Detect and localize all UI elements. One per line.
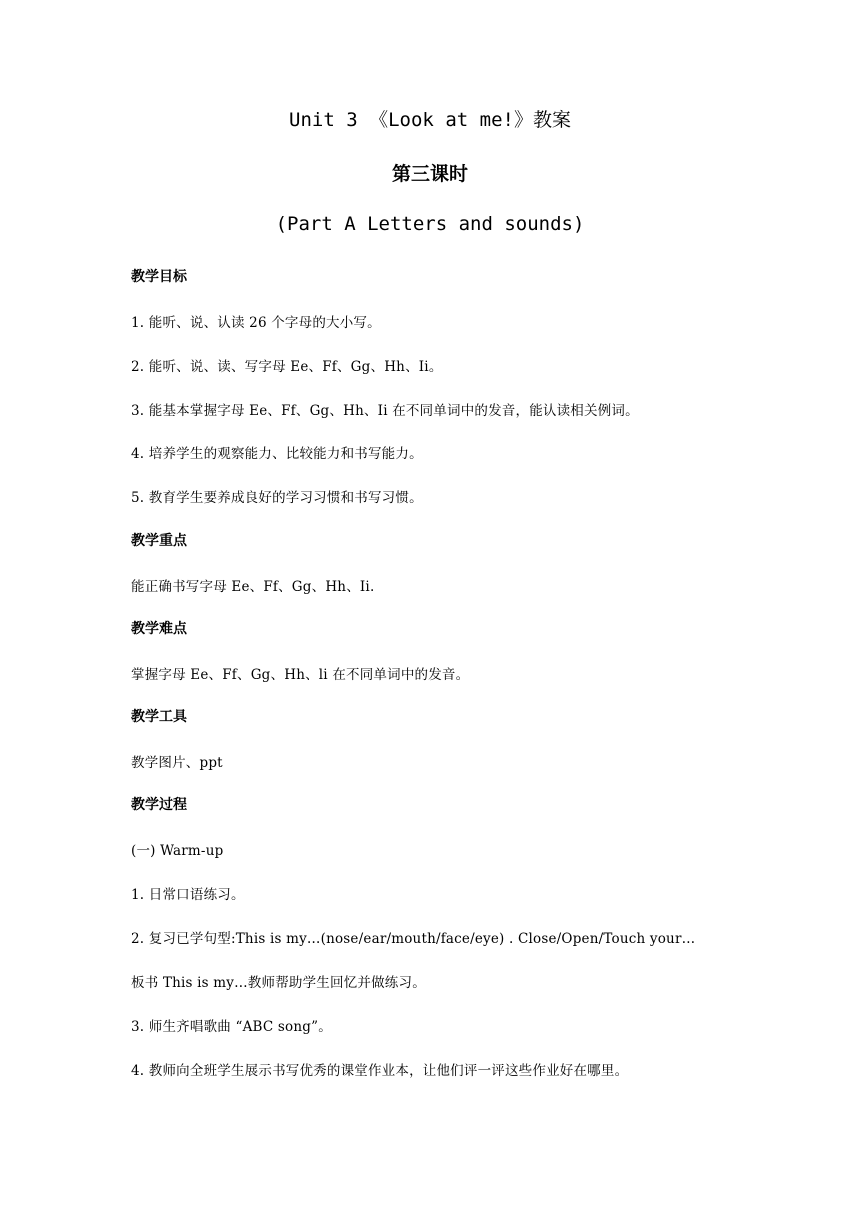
process-heading: 教学过程	[131, 797, 187, 813]
lesson-part: (Part A Letters and sounds)	[275, 213, 585, 235]
difficulties-heading: 教学难点	[131, 621, 187, 637]
document-title: Unit 3 《Look at me!》教案	[289, 109, 571, 131]
tools-heading: 教学工具	[131, 709, 187, 725]
objectives-heading: 教学目标	[131, 269, 187, 285]
objective-item-1: 1. 能听、说、认读 26 个字母的大小写。	[131, 315, 381, 331]
process-item-3: 3. 师生齐唱歌曲 “ABC song”。	[131, 1019, 332, 1035]
process-item-4: 4. 教师向全班学生展示书写优秀的课堂作业本，让他们评一评这些作业好在哪里。	[131, 1063, 629, 1079]
process-item-1: 1. 日常口语练习。	[131, 887, 245, 903]
objective-item-5: 5. 教育学生要养成良好的学习习惯和书写习惯。	[131, 490, 423, 506]
lesson-period: 第三课时	[391, 163, 468, 185]
difficulties-text: 掌握字母 Ee、Ff、Gg、Hh、li 在不同单词中的发音。	[131, 667, 470, 683]
objective-item-4: 4. 培养学生的观察能力、比较能力和书写能力。	[131, 446, 423, 462]
objective-item-3: 3. 能基本掌握字母 Ee、Ff、Gg、Hh、Ii 在不同单词中的发音，能认读相关例词。	[131, 403, 639, 419]
key-points-text: 能正确书写字母 Ee、Ff、Gg、Hh、Ii.	[131, 579, 375, 595]
process-subheading: (一) Warm-up	[131, 843, 224, 859]
process-item-2: 2. 复习已学句型:This is my…(nose/ear/mouth/face/eye) . Close/Open/Touch your…	[131, 931, 696, 947]
process-item-2-continued: 板书 This is my…教师帮助学生回忆并做练习。	[131, 975, 426, 991]
tools-text: 教学图片、ppt	[131, 755, 223, 771]
objective-item-2: 2. 能听、说、读、写字母 Ee、Ff、Gg、Hh、Ii。	[131, 359, 443, 375]
key-points-heading: 教学重点	[131, 533, 187, 549]
